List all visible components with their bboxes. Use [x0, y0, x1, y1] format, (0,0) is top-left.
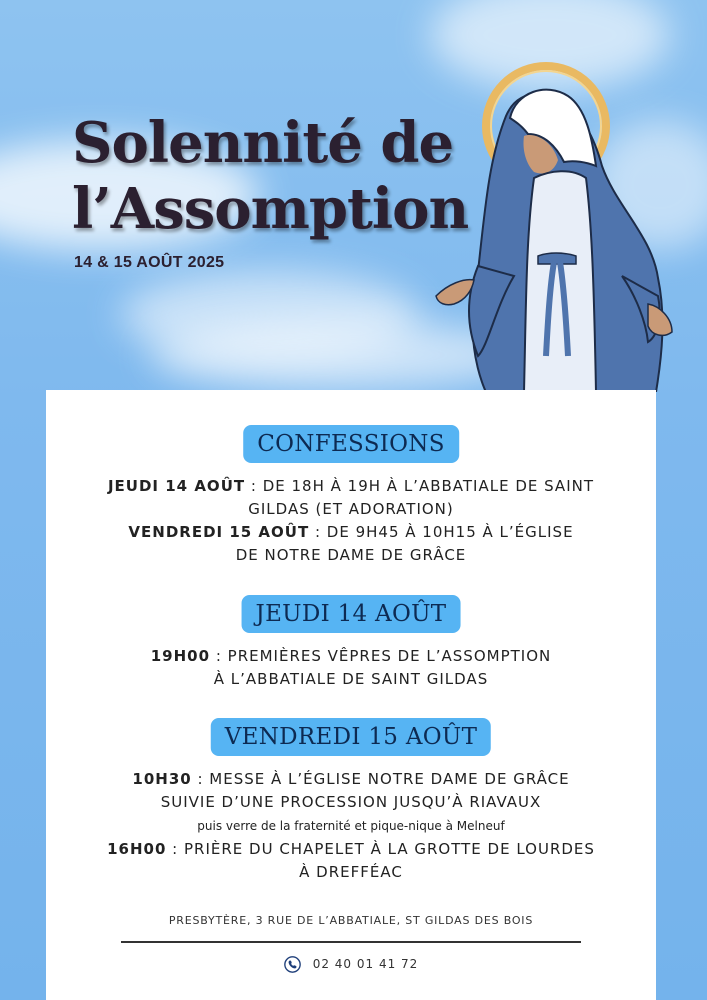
schedule-line — [66, 768, 636, 791]
time-label: 19H00 — [150, 647, 211, 665]
phone-number: 02 40 01 41 72 — [312, 957, 419, 971]
schedule-note: puis verre de la fraternité et pique-nique à Melneuf — [197, 819, 505, 833]
schedule-line: À DREFFÉAC — [299, 863, 403, 881]
schedule-text: : PRIÈRE DU CHAPELET À LA GROTTE DE LOURDES — [166, 840, 595, 858]
thursday-details — [66, 645, 636, 691]
schedule-line — [66, 521, 636, 544]
section-badge-thursday: JEUDI 14 AOÛT — [242, 595, 461, 633]
virgin-mary-illustration — [426, 56, 678, 392]
schedule-text: : DE 18H À 19H À L’ABBATIALE DE SAINT — [245, 477, 595, 495]
section-badge-confessions: CONFESSIONS — [243, 425, 459, 463]
day-label: VENDREDI 15 AOÛT — [128, 523, 310, 541]
page-title — [72, 110, 468, 242]
schedule-line — [66, 838, 636, 861]
section-badge-friday: VENDREDI 15 AOÛT — [211, 718, 491, 756]
day-label: JEUDI 14 AOÛT — [107, 477, 246, 495]
friday-details — [66, 768, 636, 884]
schedule-line: SUIVIE D’UNE PROCESSION JUSQU’À RIAVAUX — [160, 793, 542, 811]
address: PRESBYTÈRE, 3 RUE DE L’ABBATIALE, ST GILDAS DES BOIS — [168, 914, 534, 927]
schedule-card — [46, 390, 656, 1000]
confessions-details — [66, 475, 636, 567]
phone-icon — [284, 956, 301, 973]
title-line: l’Assomption — [72, 176, 469, 242]
schedule-line — [66, 645, 636, 668]
schedule-line: DE NOTRE DAME DE GRÂCE — [235, 546, 467, 564]
time-label: 10H30 — [132, 770, 192, 788]
title-line: Solennité de — [72, 110, 454, 176]
schedule-text: : PREMIÈRES VÊPRES DE L’ASSOMPTION — [210, 647, 552, 665]
schedule-text: : DE 9H45 À 10H15 À L’ÉGLISE — [309, 523, 574, 541]
schedule-line: À L’ABBATIALE DE SAINT GILDAS — [213, 670, 489, 688]
divider — [121, 941, 581, 943]
schedule-line — [66, 475, 636, 498]
phone-contact — [46, 956, 656, 973]
time-label: 16H00 — [107, 840, 167, 858]
schedule-text: : MESSE À L’ÉGLISE NOTRE DAME DE GRÂCE — [191, 770, 570, 788]
schedule-line: GILDAS (ET ADORATION) — [248, 500, 454, 518]
event-dates: 14 & 15 AOÛT 2025 — [74, 254, 225, 271]
